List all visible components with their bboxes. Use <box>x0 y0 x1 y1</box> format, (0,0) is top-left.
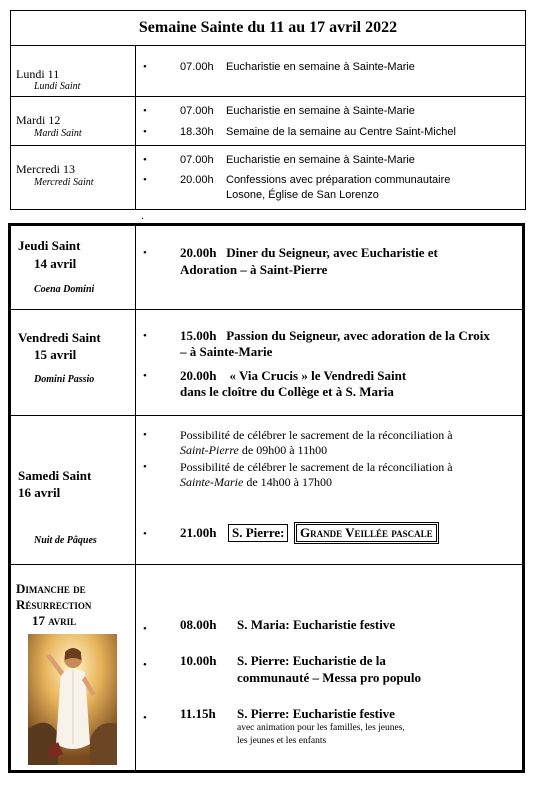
sunday-text-3: S. Pierre: Eucharistie festive <box>237 706 395 721</box>
day-label-mardi: Mardi 12 <box>16 113 61 127</box>
jeudi-line2: Adoration – à Saint-Pierre <box>180 262 328 277</box>
samedi-p1a: Possibilité de célébrer le sacrement de la réconciliation à <box>180 428 453 442</box>
bullet-icon: • <box>143 712 147 724</box>
sunday-time-2: 10.00h <box>180 653 217 668</box>
item-text: Eucharistie en semaine à Sainte-Marie <box>226 105 415 117</box>
vendredi-a2: – à Sainte-Marie <box>180 344 273 359</box>
bullet-icon: • <box>143 154 147 166</box>
samedi-p2b-place: Sainte-Marie <box>180 475 244 489</box>
sunday-note-2: les jeunes et les enfants <box>237 736 327 746</box>
sunday-time-1: 08.00h <box>180 617 217 632</box>
item-text: Eucharistie en semaine à Sainte-Marie <box>226 61 415 73</box>
vendredi-a1: 15.00h Passion du Seigneur, avec adoration de la Croix <box>180 328 490 343</box>
jeudi-line1: 20.00h Diner du Seigneur, avec Eucharistie et <box>180 245 438 260</box>
vendredi-b1: 20.00h « Via Crucis » le Vendredi Saint <box>180 368 407 383</box>
item-time: 18.30h <box>180 126 214 138</box>
date-dimanche: 17 avril <box>32 613 77 628</box>
bullet-icon: • <box>143 174 147 186</box>
day-label-resurrection: Résurrection <box>16 597 92 612</box>
day-sub-lundi: Lundi Saint <box>34 81 81 92</box>
date-samedi: 16 avril <box>18 485 61 500</box>
sunday-time-3: 11.15h <box>180 706 216 721</box>
resurrection-image <box>28 634 117 765</box>
bullet-icon: • <box>143 126 147 138</box>
item-time: 20.00h <box>180 174 214 186</box>
item-time: 07.00h <box>180 154 214 166</box>
item-time: 07.00h <box>180 61 214 73</box>
sunday-text-2a: S. Pierre: Eucharistie de la <box>237 653 386 668</box>
item-text: Eucharistie en semaine à Sainte-Marie <box>226 154 415 166</box>
page-title: Semaine Sainte du 11 au 17 avril 2022 <box>10 10 526 46</box>
bullet-icon: • <box>143 623 147 635</box>
day-label-lundi: Lundi 11 <box>16 67 60 81</box>
day-sub-mercredi: Mercredi Saint <box>34 177 94 188</box>
samedi-p2a: Possibilité de célébrer le sacrement de la réconciliation à <box>180 460 453 474</box>
day-label-samedi: Samedi Saint <box>18 468 92 483</box>
bullet-icon: • <box>143 528 147 540</box>
bullet-icon: • <box>143 461 147 473</box>
bullet-icon: • <box>143 330 147 342</box>
day-label-jeudi: Jeudi Saint <box>18 238 81 253</box>
bullet-icon: • <box>143 247 147 259</box>
vigil-place: S. Pierre: <box>228 524 288 542</box>
sunday-text-1: S. Maria: Eucharistie festive <box>237 617 396 632</box>
day-label-dimanche: Dimanche de <box>16 581 86 596</box>
sunday-note-1: avec animation pour les familles, les jeunes, <box>237 723 405 733</box>
day-sub-mardi: Mardi Saint <box>34 128 82 139</box>
bullet-icon: • <box>143 429 147 441</box>
samedi-p2b-time: de 14h00 à 17h00 <box>243 475 332 489</box>
vendredi-b2: dans le cloître du Collège et à S. Maria <box>180 384 394 399</box>
separator-dot: . <box>141 208 144 222</box>
day-label-vendredi: Vendredi Saint <box>18 330 101 345</box>
samedi-p1b-place: Saint-Pierre <box>180 443 239 457</box>
item-text-line2: Losone, Église de San Lorenzo <box>226 189 379 201</box>
vigil-name: Grande Veillée pascale <box>296 524 437 542</box>
samedi-p1b-time: de 09h00 à 11h00 <box>238 443 328 457</box>
bullet-icon: • <box>143 370 147 382</box>
bullet-icon: • <box>143 105 147 117</box>
sub-samedi: Nuit de Pâques <box>34 535 97 546</box>
sunday-text-2b: communauté – Messa pro populo <box>237 670 421 685</box>
item-time: 07.00h <box>180 105 214 117</box>
sub-vendredi: Domini Passio <box>34 374 95 385</box>
item-text: Semaine de la semaine au Centre Saint-Michel <box>226 126 456 138</box>
bullet-icon: • <box>143 61 147 73</box>
date-vendredi: 15 avril <box>34 347 77 362</box>
bullet-icon: • <box>143 659 147 671</box>
item-text: Confessions avec préparation communautaire <box>226 174 451 186</box>
date-jeudi: 14 avril <box>34 256 77 271</box>
day-label-mercredi: Mercredi 13 <box>16 162 75 176</box>
vigil-time: 21.00h <box>180 525 217 540</box>
sub-jeudi: Coena Domini <box>34 284 95 295</box>
